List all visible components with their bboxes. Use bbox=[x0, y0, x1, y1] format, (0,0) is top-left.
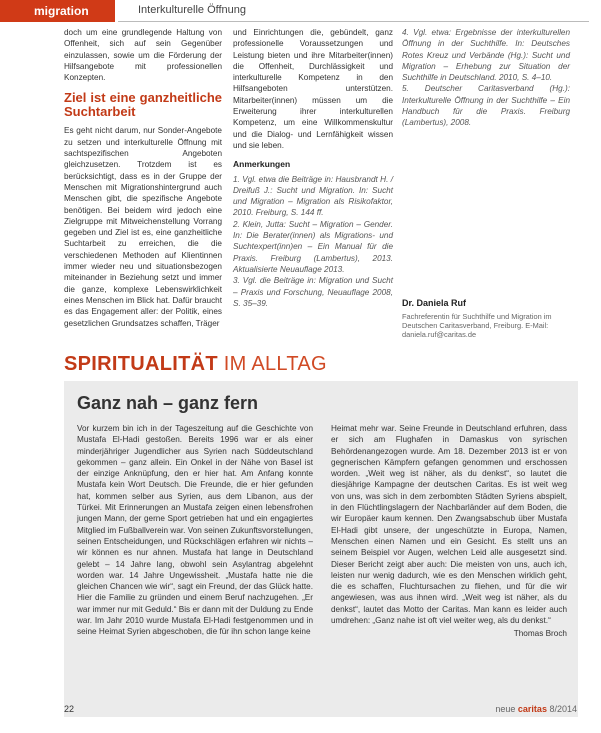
paragraph: Heimat mehr war. Seine Freunde in Deutschland erfuhren, dass er sich am Flughafen in Damaskus von syrischen Behördenangezogen wurde. Am 18. Dezember 2013 ist er von gegnerischen Kämpfern gefangen genommen und erschossen worden. „Weit weg ist näher, als du denkst“, so lautet die diesjährige Kampagne der deutschen Caritas. Es ist weit weg von uns, was sich in dem zerbombten Städten Syriens abspielt, in den Flüchtlingslagern der Nachbarländer auf dem Boden, die wir Europäer kaum kennen. Den Zwangsabschub über Mustafa El-Hadi gibt unsere, der ungeschützte in Europa, Namen, Menschen einen Namen und ein Gesicht. Es stellt uns an seinem Beispiel vor Augen, welchen Leid alle ausgesetzt sind. Dieser Bericht zeigt aber auch: Die meisten von uns, auch ich, leisten nur wenig dadurch, wie es den Menschen wirklich geht, die es schaffen, Fluchtursachen zu fliehen, und für die wir angewiesen, was aus ihnen wird. „Weit weg ist näher, als du denkst“, lautet das Motto der Caritas. Man kann es leider auch umdrehen: „Ganz nahe ist oft viel weiter weg, als du denkst.“ bbox=[331, 424, 567, 626]
paragraph: Es geht nicht darum, nur Sonder-Angebote zu setzen und interkulturelle Öffnung mit sachtspezifischen Angeboten gleichzusetzen. Trotzdem ist es berücksichtigt, dass es in der Gruppe der Menschen mit Migrationshintergrund auch Menschen gibt, die spezifische Angebote benötigen. Bei beidem wird jedoch eine Zielgruppe mit Mitweichenstellung Vorrang gegeben und Ziel ist es, eine ganzheitliche Suchtarbeit zu erreichen, die die verschiedenen Methoden auf Klientinnen immer wieder neu und situationsbezogen miteinander in Beziehung setzt und immer die ganze, komplexe Lebenswirklichkeit eines Menschen im Blick hat. Dafür braucht es das Engagement aller: der Politik, eines gesetzlichen Grundsatzes schaffen, Träger bbox=[64, 126, 222, 328]
header-title: Interkulturelle Öffnung bbox=[138, 4, 247, 16]
footnote: 4. Vgl. etwa: Ergebnisse der interkulturellen Öffnung in der Suchthilfe. In: Deutsches Rotes Kreuz und Verbände (Hg.): Sucht und Migration – Erhebung zur Situation der Suchthilfe in Deutschland. 2010, S. 4–10. bbox=[402, 28, 570, 83]
author-box bbox=[402, 298, 572, 339]
page-number: 22 bbox=[64, 704, 75, 714]
article-column-3 bbox=[402, 27, 570, 129]
subheading: Ziel ist eine ganzheitliche Suchtarbeit bbox=[64, 90, 222, 120]
column-box bbox=[64, 381, 578, 717]
magazine-name: caritas bbox=[517, 704, 547, 714]
paragraph: doch um eine grundlegende Haltung von Offenheit, sich auf sein Gegenüber einzulassen, sowie um die Förderung der Hilfsangebote mit professionellen Konzepten. bbox=[64, 28, 222, 83]
issue-number: 8/2014 bbox=[549, 704, 577, 714]
footnote: 2. Klein, Jutta: Sucht – Migration – Gender. In: Die Berater(innen) als Migrations- und Suchtexpert(inn)en – Ein Manual für die Praxis. Freiburg (Lambertus), 2013. Aktualisierte Neuauflage 2013. bbox=[233, 219, 393, 274]
box-column-left bbox=[77, 423, 313, 638]
paragraph: und Einrichtungen die, gebündelt, ganz professionelle Voraussetzungen und Leistung bieten und ihre Mitarbeiter(innen) die Offenheit, Durchlässigkeit und interkulturelle Kompetenz in den Hilfsangeboten unterstützen. Mitarbeiter(innen) müssen um die Erweiterung ihrer interkulturellen Kompetenz, um eine Willkommenskultur und die Dialog- und Lernfähigkeit wissen und sie leben. bbox=[233, 28, 393, 150]
box-column-right bbox=[331, 423, 567, 640]
section-tab: migration bbox=[0, 0, 115, 22]
footnote: 3. Vgl. die Beiträge in: Migration und Sucht – Praxis und Forschung, Neuauflage 2008, S. 35–39. bbox=[233, 276, 393, 308]
section-heading-light: IM ALLTAG bbox=[223, 353, 327, 375]
box-title: Ganz nah – ganz fern bbox=[77, 393, 259, 413]
author-bio: Fachreferentin für Suchthilfe und Migration im Deutschen Caritasverband, Freiburg. E-Mail: daniela.ruf@caritas.de bbox=[402, 312, 552, 339]
section-heading bbox=[64, 352, 327, 376]
magazine-credit bbox=[495, 704, 577, 714]
notes-heading: Anmerkungen bbox=[233, 159, 291, 170]
footnote: 1. Vgl. etwa die Beiträge in: Hausbrandt H. / Dreifuß J.: Sucht und Migration. In: Sucht und Migration – Migration als Risikofaktor, 2010. Freiburg, S. 144 ff. bbox=[233, 174, 393, 218]
paragraph: Vor kurzem bin ich in der Tageszeitung auf die Geschichte von Mustafa El-Hadi gestoßen. Bereits 1996 war er als einer minderjähriger Jugendlicher aus Syrien nach Süddeutschland gekommen – ganz allein. Ein Onkel in der Nähe von Basel ist der einzige Anknüpfung, den er hier hat. Am Anfang konnte Mustafa kein Wort Deutsch. Die Freunde, die er hier gefunden hat, kommen selber aus Syrien, aus dem Libanon, aus der Türkei. Mit Erinnerungen an Mustafa zeigen einen lebensfrohen jungen Mann, der gerne Sport getrieben hat und ein engagiertes Mitglied im Fußballverein war. Von seinen Zukunftsvorstellungen, seinen Entscheidungen, und Rückschlägen erfahren wir nichts – wir können es nur ahnen. Mustafa hat lange in Deutschland gelebt – 14 Jahre lang, obwohl sein Asylantrag abgelehnt worden war. 14 Jahre Ungewissheit. „Mustafa hatte nie die gleichen Chancen wie wir“, sagt ein Freund, der das Glück hatte. Hier die Familie zu gründen und einem Beruf nachzugehen. „Er war immer nur mit Geduld.“ Bis er dann mit der Duldung zu Ende war. Im Jahr 2010 wurde Mustafa El-Hadi festgenommen und in seine Heimat Syrien abgeschoben, die für ihn schon lange keine bbox=[77, 424, 313, 637]
header-rule bbox=[118, 21, 589, 22]
author-name: Dr. Daniela Ruf bbox=[402, 298, 467, 308]
signature: Thomas Broch bbox=[513, 629, 567, 639]
article-column-1 bbox=[64, 27, 222, 329]
article-column-2 bbox=[233, 27, 393, 309]
page-header bbox=[0, 0, 601, 22]
magazine-prefix: neue bbox=[495, 704, 516, 714]
footnote: 5. Deutscher Caritasverband (Hg.): Interkulturelle Öffnung in der Suchthilfe – Ein Handbuch für die Praxis. Freiburg (Lambertus), 2008. bbox=[402, 84, 570, 128]
section-heading-bold: SPIRITUALITÄT bbox=[64, 353, 218, 375]
